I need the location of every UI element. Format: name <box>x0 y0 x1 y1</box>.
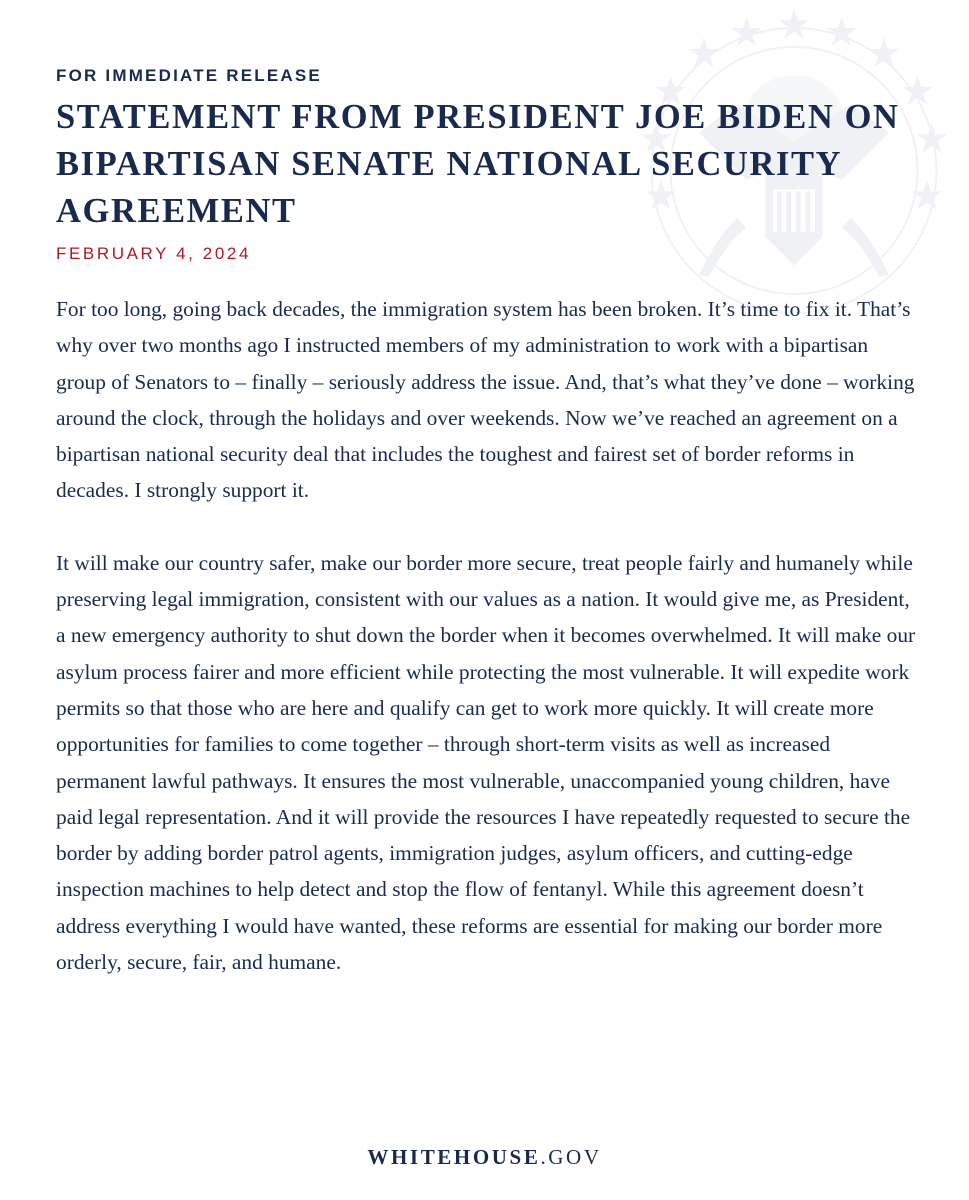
body-paragraph-2: It will make our country safer, make our border more secure, treat people fairly and humanely while preserving legal immigration, consistent with our values as a nation. It would give me, as President, a new emergency authority to shut down the border when it becomes overwhelmed. It will make our asylum process fairer and more efficient while protecting the most vulnerable. It will expedite work permits so that those who are here and qualify can get to work more quickly. It will create more opportunities for families to come together – through short-term visits as well as increased permanent lawful pathways. It ensures the most vulnerable, unaccompanied young children, have paid legal representation. And it will provide the resources I have repeatedly requested to secure the border by adding border patrol agents, immigration judges, asylum officers, and cutting-edge inspection machines to help detect and stop the flow of fentanyl. While this agreement doesn’t address everything I would have wanted, these reforms are essential for making our border more orderly, secure, fair, and humane. <box>56 550 916 975</box>
site-footer <box>0 1145 969 1170</box>
footer-site-name: WHITEHOUSE <box>367 1145 541 1169</box>
release-kicker: FOR IMMEDIATE RELEASE <box>56 66 322 85</box>
page-title: STATEMENT FROM PRESIDENT JOE BIDEN ON BIPARTISAN SENATE NATIONAL SECURITY AGREEMENT <box>56 98 900 230</box>
footer-site-suffix: .GOV <box>540 1145 602 1169</box>
release-date: FEBRUARY 4, 2024 <box>56 244 251 263</box>
press-release <box>56 62 916 980</box>
body-paragraph-1: For too long, going back decades, the immigration system has been broken. It’s time to fix it. That’s why over two months ago I instructed members of my administration to work with a bipartisan group of Senators to – finally – seriously address the issue. And, that’s what they’ve done – working around the clock, through the holidays and over weekends. Now we’ve reached an agreement on a bipartisan national security deal that includes the toughest and fairest set of border reforms in decades. I strongly support it. <box>56 297 915 503</box>
